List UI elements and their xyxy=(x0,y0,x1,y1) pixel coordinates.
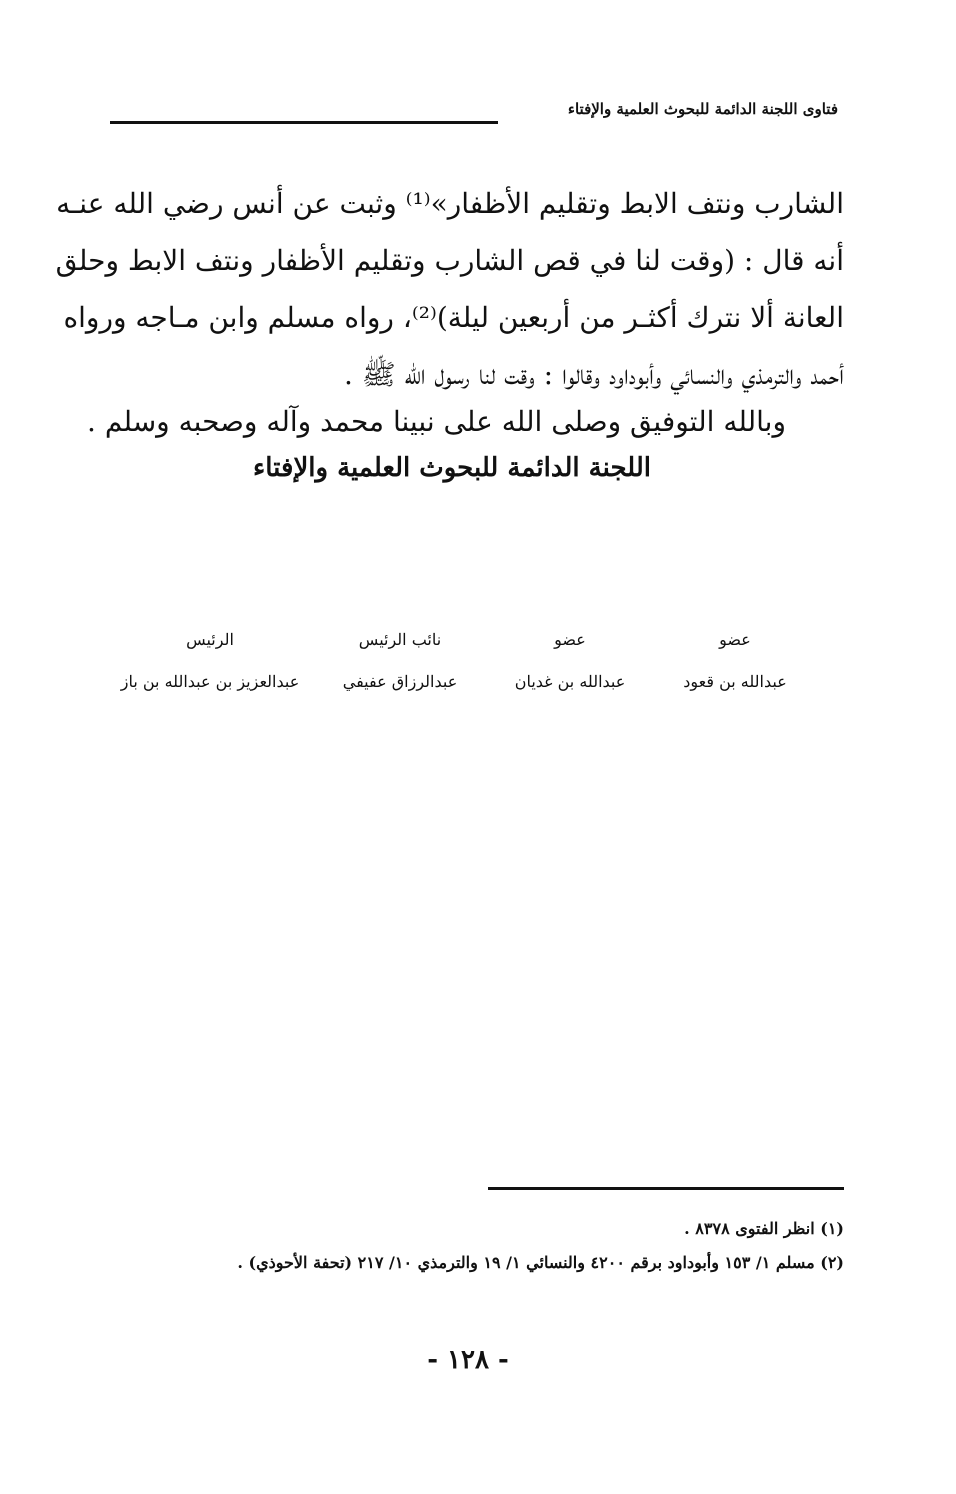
signature-role: نائب الرئيس xyxy=(358,630,442,649)
signature-member-2 xyxy=(490,626,650,696)
signature-block xyxy=(110,626,820,706)
footnotes xyxy=(104,1212,844,1280)
footnote: (٢) مسلم ١/ ١٥٣ وأبوداود برقم ٤٢٠٠ والنسائي ١/ ١٩ والترمذي ١٠/ ٢١٧ (تحفة الأحوذي) . xyxy=(237,1253,844,1272)
footnote-rule xyxy=(488,1187,844,1190)
signature-role: عضو xyxy=(554,630,586,649)
closing-line: وبالله التوفيق وصلى الله على نبينا محمد وآله وصحبه وسلم . xyxy=(87,405,786,438)
signature-role: الرئيس xyxy=(186,630,234,649)
signature-role: عضو xyxy=(719,630,751,649)
footnote: (١) انظر الفتوى ٨٣٧٨ . xyxy=(684,1219,844,1238)
signature-member-1 xyxy=(660,626,810,696)
body-line: أنه قال : (وقت لنا في قص الشارب وتقليم الأظفار ونتف الابط وحلق xyxy=(55,244,844,277)
signature-president xyxy=(110,626,310,696)
signature-name: عبدالعزيز بن عبدالله بن باز xyxy=(120,672,300,691)
body-line: العانة ألا نترك أكثـر من أربعين ليلة)⁽²⁾، رواه مسلم وابن مـاجه ورواه xyxy=(63,301,844,334)
signature-name: عبدالله بن قعود xyxy=(683,672,787,691)
body-line: الشارب ونتف الابط وتقليم الأظفار»⁽¹⁾ وثبت عن أنس رضي الله عنـه xyxy=(56,187,844,220)
body-paragraph xyxy=(55,175,844,403)
signature-vice-president xyxy=(320,626,480,696)
signature-name: عبدالله بن غديان xyxy=(514,672,626,691)
running-header-title: فتاوى اللجنة الدائمة للبحوث العلمية والإفتاء xyxy=(567,100,838,118)
page-number: - ١٢٨ - xyxy=(427,1345,509,1375)
body-line: أحمد والترمذي والنسائي وأبوداود وقالوا : وقت لنا رسول الله ﷺ . xyxy=(344,358,844,391)
committee-name: اللجنة الدائمة للبحوث العلمية والإفتاء xyxy=(253,453,651,483)
header-rule xyxy=(110,121,498,124)
signature-name: عبدالرزاق عفيفي xyxy=(342,672,458,691)
